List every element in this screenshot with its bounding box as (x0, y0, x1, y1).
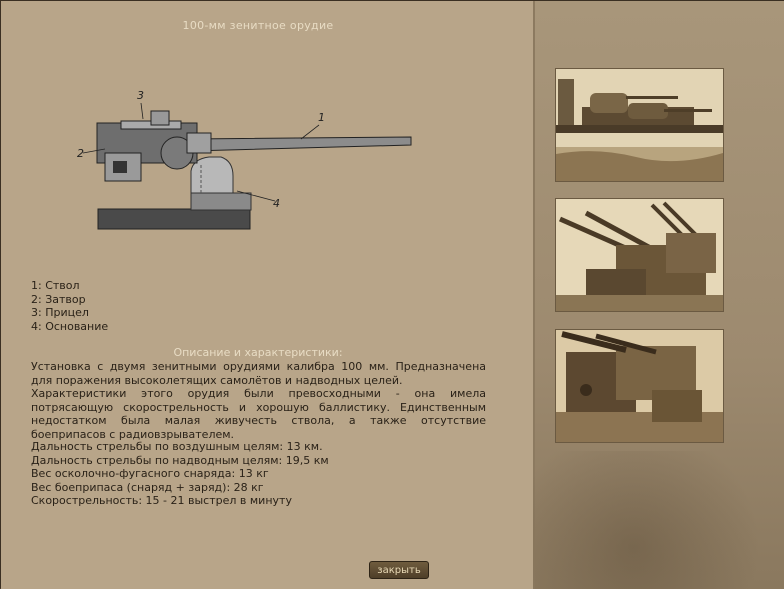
legend-item: 2: Затвор (31, 292, 86, 306)
crowd-background-image (533, 451, 784, 589)
diagram-legend (31, 279, 108, 333)
description-text (31, 360, 486, 441)
spec-item: Вес боеприпаса (снаряд + заряд): 28 кг (31, 480, 264, 494)
spec-item: Вес осколочно-фугасного снаряда: 13 кг (31, 467, 269, 480)
base-plinth (98, 209, 250, 229)
callout-3: 3 (137, 89, 144, 102)
gun-diagram (61, 81, 441, 241)
legend-item: 4: Основание (31, 319, 109, 333)
spec-item: Скорострельность: 15 - 21 выстрел в минуту (31, 494, 292, 507)
specs-list (31, 440, 329, 508)
photo-turret (556, 69, 723, 181)
spec-item: Дальность стрельбы по надводным целям: 19,5 км (31, 453, 329, 467)
info-panel (1, 1, 533, 589)
barrel (191, 137, 411, 151)
callout-1: 1 (318, 111, 325, 124)
description-heading: Описание и характеристики: (173, 346, 343, 359)
callout-4: 4 (273, 197, 280, 210)
description-paragraph: Установка с двумя зенитными орудиями калибра 100 мм. Предназначена для поражения высоколетящих самолётов и надводных целей. (31, 360, 486, 387)
spec-item: Дальность стрельбы по воздушным целям: 13 км. (31, 440, 323, 453)
page-title: 100-мм зенитное орудие (182, 19, 334, 32)
photo-gun-mount (556, 330, 723, 442)
description-paragraph: Характеристики этого орудия были превосходными - она имела потрясающую скорострельность и хорошую баллистику. Единственным недостатком была малая живучесть ствола, а также отсутствие боеприпасов с радиовзрывателем. (31, 387, 486, 441)
close-button[interactable]: закрыть (369, 561, 429, 579)
legend-item: 1: Ствол (31, 279, 80, 292)
legend-item: 3: Прицел (31, 306, 89, 319)
callout-2: 2 (77, 147, 84, 160)
photo-twin-guns (556, 199, 723, 311)
